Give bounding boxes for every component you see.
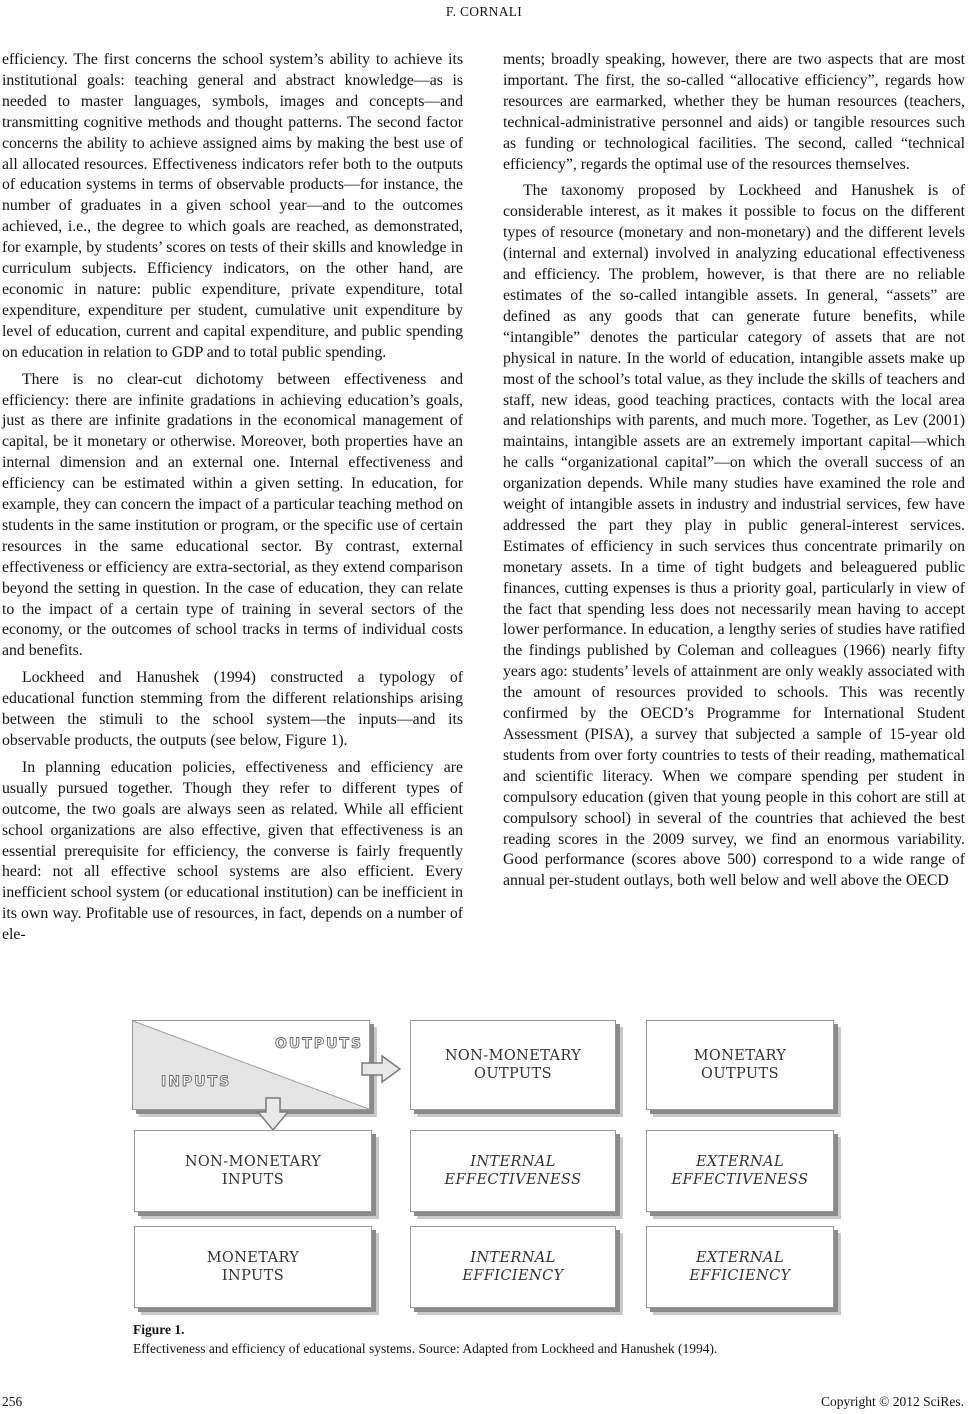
internal-efficiency-label: INTERNAL EFFICIENCY <box>462 1250 564 1284</box>
left-paragraph-3: Lockheed and Hanushek (1994) constructed a typology of educational function stemming from the different relationships arising between the stimuli to the school system—the inputs—and its observable products, the outputs (see below, Figure 1). <box>2 669 463 749</box>
page-number: 256 <box>2 1394 23 1409</box>
figure-1-diagram <box>128 1016 840 1316</box>
nonmonetary-outputs-header <box>410 1020 616 1110</box>
internal-efficiency-cell <box>410 1226 616 1308</box>
nonmonetary-inputs-header <box>134 1130 372 1212</box>
internal-effectiveness-label: INTERNAL EFFECTIVENESS <box>444 1154 582 1188</box>
left-paragraph-4: In planning education policies, effectiveness and efficiency are usually pursued together. Though they refer to different types of outcome, the two goals are always seen as related. While all efficient school organizations are also effective, given that effectiveness is an essential prerequisite for efficiency, the converse is fairly frequently heard: not all effective school systems are also efficient. Every inefficient school system (or educational institution) can be inefficient in its own way. Profitable use of resources, in fact, depends on a number of ele- <box>2 758 463 944</box>
copyright-notice: Copyright © 2012 SciRes. <box>820 1394 964 1409</box>
inputs-label: INPUTS <box>161 1074 232 1090</box>
left-column <box>2 50 463 946</box>
left-paragraph-1: efficiency. The first concerns the school system’s ability to achieve its institutional goals: teaching general and abstract knowledge—as is needed to master languages, symbols, images and concepts—and transmitting cognitive methods and thought patterns. The second factor concerns the ability to achieve assigned aims by making the best use of all allocated resources. Effectiveness indicators refer both to the outputs of education systems in terms of observable products—for instance, the number of graduates in a given school year—and to the outcomes achieved, i.e., the degree to which goals are reached, as demonstrated, for example, by students’ scores on tests of their skills and knowledge in curriculum subjects. Efficiency indicators, on the other hand, are economic in nature: public expenditure, private expenditure, total expenditure, expenditure per student, cumulative unit expenditure by level of education, current and capital expenditure, and public spending on education in relation to GDP and to total public spending. <box>2 51 463 361</box>
nonmonetary-outputs-label: NON-MONETARY OUTPUTS <box>444 1048 582 1082</box>
monetary-inputs-label: MONETARY INPUTS <box>206 1250 300 1284</box>
external-efficiency-cell <box>646 1226 834 1308</box>
external-efficiency-label: EXTERNAL EFFICIENCY <box>689 1250 791 1284</box>
running-header: F. CORNALI <box>445 4 523 19</box>
arrow-down-icon <box>256 1096 292 1134</box>
monetary-outputs-header <box>646 1020 834 1110</box>
caption-text: Effectiveness and efficiency of educational systems. Source: Adapted from Lockheed and Hanushek (1994). <box>133 1341 718 1356</box>
right-column <box>503 50 965 892</box>
inputs-outputs-corner <box>132 1020 370 1110</box>
right-paragraph-1: ments; broadly speaking, however, there are two aspects that are most important. The first, the so-called “allocative efficiency”, regards how resources are earmarked, whether they be human resources (teachers, technical-administrative personnel and aids) or tangible resources such as funding or technological facilities. The second, called “technical efficiency”, regards the optimal use of the resources themselves. <box>503 51 965 173</box>
caption-label: Figure 1. <box>133 1322 185 1337</box>
right-paragraph-2: The taxonomy proposed by Lockheed and Hanushek is of considerable interest, as it makes it possible to focus on the different types of resource (monetary and non-monetary) and the different levels (internal and external) involved in analyzing educational effectiveness and efficiency. The problem, however, is that there are no reliable estimates of the so-called intangible assets. In general, “assets” are defined as any goods that can generate future benefits, while “intangible” denotes the particular category of assets that are not physical in nature. In the world of education, intangible assets make up most of the school’s total value, as they include the skills of teachers and staff, new ideas, good teaching practices, contacts with the local area and relationships with parents, and much more. Together, as Lev (2001) maintains, intangible assets are an extremely important capital—which he calls “organizational capital”—on which the overall success of an organization depends. While many studies have examined the role and weight of intangible assets in industry and industrial services, few have addressed the part they play in public general-interest services. Estimates of efficiency in such services thus concentrate primarily on monetary assets. In a time of tight budgets and beleaguered public finances, cutting expenses is thus a priority goal, particularly in view of the fact that spending less does not necessarily mean having to accept lower performance. In education, a lengthy series of studies have ratified the findings published by Coleman and colleagues (1966) nearly fifty years ago: students’ levels of attainment are only weakly associated with the amount of resources provided to schools. This was recently confirmed by the OECD’s Programme for International Student Assessment (PISA), a survey that subjected a sample of 15-year old students from over forty countries to tests of their reading, mathematical and scientific literacy. When we compare spending per student in compulsory education (given that young people in this cohort are still at compulsory school) in several of the countries that achieved the best reading scores in the 2009 survey, we find an enormous variability. Good performance (scores above 500) correspond to a wide range of annual per-student outlays, both well below and well above the OECD <box>503 182 965 890</box>
external-effectiveness-cell <box>646 1130 834 1212</box>
left-paragraph-2: There is no clear-cut dichotomy between effectiveness and efficiency: there are infinite gradations in achieving education’s goals, just as there are infinite gradations in the economical management of capital, be it monetary or otherwise. Moreover, both properties have an internal dimension and an external one. Internal effectiveness and efficiency can be estimated within a given setting. In education, for example, they can concern the impact of a particular teaching method on students in the same institution or program, or the specific use of certain resources in the same educational sector. By contrast, external effectiveness or efficiency are extra-sectorial, as they extend comparison beyond the setting in question. In the case of education, they can relate to the impact of a certain type of training in several sectors of the economy, or the outcomes of school tracks in terms of individual costs and benefits. <box>2 370 463 660</box>
outputs-label: OUTPUTS <box>275 1036 364 1052</box>
arrow-right-icon <box>360 1054 404 1084</box>
figure-caption <box>133 1320 933 1358</box>
monetary-outputs-label: MONETARY OUTPUTS <box>693 1048 787 1082</box>
monetary-inputs-header <box>134 1226 372 1308</box>
external-effectiveness-label: EXTERNAL EFFECTIVENESS <box>671 1154 809 1188</box>
internal-effectiveness-cell <box>410 1130 616 1212</box>
nonmonetary-inputs-label: NON-MONETARY INPUTS <box>184 1154 322 1188</box>
